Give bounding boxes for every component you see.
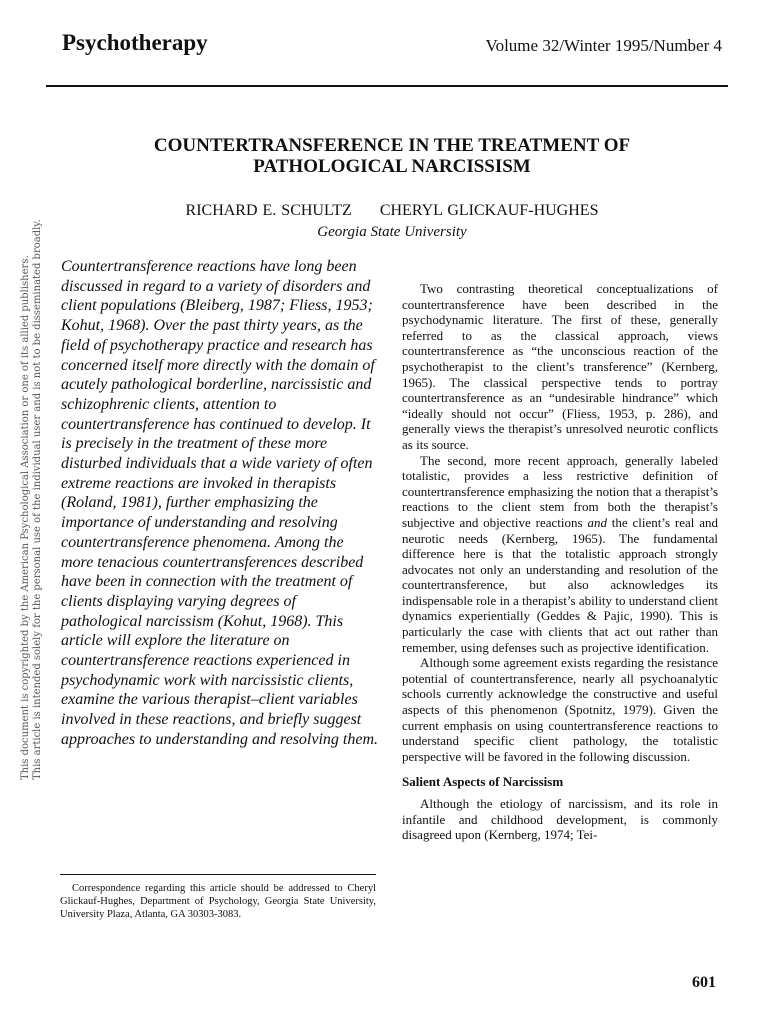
title-line-2: PATHOLOGICAL NARCISSISM — [253, 156, 531, 177]
journal-name: Psychotherapy — [62, 30, 208, 55]
author-1: RICHARD E. SCHULTZ — [185, 202, 352, 219]
page-number: 601 — [692, 974, 716, 991]
copyright-notice — [20, 219, 44, 780]
body-paragraph-2-emphasis: and — [587, 514, 607, 530]
footnote-rule — [60, 874, 376, 875]
copyright-notice-line-2: This article is intended solely for the personal use of the individual user and is not to be disseminated broadly. — [32, 219, 43, 780]
body-paragraph-1: Two contrasting theoretical conceptualizations of countertransference have been described in the psychodynamic literature. The first of these, generally referred to as the classical approach, views countertransference as “the unconscious reaction of the psychotherapist to the client’s transference” (Kernberg, 1965). The classical perspective tends to portray countertransference as an “undesirable hindrance” which “ideally should not occur” (Fliess, 1953, p. 286), and generally views the therapist’s unresolved neurotic conflicts as its source. — [402, 281, 718, 452]
header-rule — [46, 85, 728, 87]
section-heading: Salient Aspects of Narcissism — [402, 774, 564, 790]
body-paragraph-2-part-b: the client’s real and neurotic needs (Kernberg, 1965). The fundamental difference here is that the totalistic approach strongly advocates not only an understanding and resolution of the countertransference, but also acknowledges its indispensable role in a therapist’s ability to understand client dynamics experientially (Geddes & Pajic, 1990). This is particularly the case with clients that act out rather than remember, using defenses such as projective identification. — [402, 514, 718, 655]
body-paragraph-2-part-a: The second, more recent approach, generally labeled totalistic, provides a less restrictive definition of countertransference emphasizing the notion that a therapist’s reactions to the client stem from both the therapist’s subjective and objective reactions — [402, 452, 718, 530]
title-line-1: COUNTERTRANSFERENCE IN THE TREATMENT OF — [153, 135, 631, 156]
article-title — [60, 135, 724, 177]
abstract: Countertransference reactions have long been discussed in regard to a variety of disorders and client populations (Bleiberg, 1987; Fliess, 1953; Kohut, 1968). Over the past thirty years, as the field of psychotherapy practice and research has concerned itself more directly with the domain of acutely pathological borderline, narcissistic and schizophrenic clients, attention to countertransference has continued to develop. It is precisely in the treatment of these more disturbed individuals that a wide variety of often extreme reactions are invoked in therapists (Roland, 1981), further emphasizing the importance of understanding and resolving countertransference phenomena. Among the more tenacious countertransferences described have been in connection with the treatment of clients displaying varying degrees of pathological narcissism (Kohut, 1968). This article will explore the literature on countertransference reactions experienced in psychodynamic work with narcissistic clients, examine the various therapist–client variables involved in these reactions, and briefly suggest approaches to understanding and resolving them. — [61, 258, 379, 748]
issue-info: Volume 32/Winter 1995/Number 4 — [485, 36, 722, 55]
body-column — [402, 281, 718, 843]
copyright-notice-line-1: This document is copyrighted by the American Psychological Association or one of its allied publishers. — [20, 255, 31, 780]
author-list — [60, 202, 724, 220]
body-paragraph-3: Although some agreement exists regarding the resistance potential of countertransference, nearly all psychoanalytic schools currently acknowledge the constructive and useful aspects of this phenomenon (Spotnitz, 1979). Given the current emphasis on using countertransference reactions to understand specific client pathology, the totalistic perspective will be favored in the following discussion. — [402, 655, 718, 764]
correspondence-footnote: Correspondence regarding this article should be addressed to Cheryl Glickauf-Hughes, Department of Psychology, Georgia State University, University Plaza, Atlanta, GA 30303-3083. — [60, 883, 376, 920]
body-paragraph-2 — [402, 453, 718, 656]
body-paragraph-4: Although the etiology of narcissism, and its role in infantile and childhood development, is commonly disagreed upon (Kernberg, 1974; Tei- — [402, 796, 718, 843]
author-2: CHERYL GLICKAUF-HUGHES — [379, 202, 599, 219]
affiliation: Georgia State University — [317, 224, 467, 240]
